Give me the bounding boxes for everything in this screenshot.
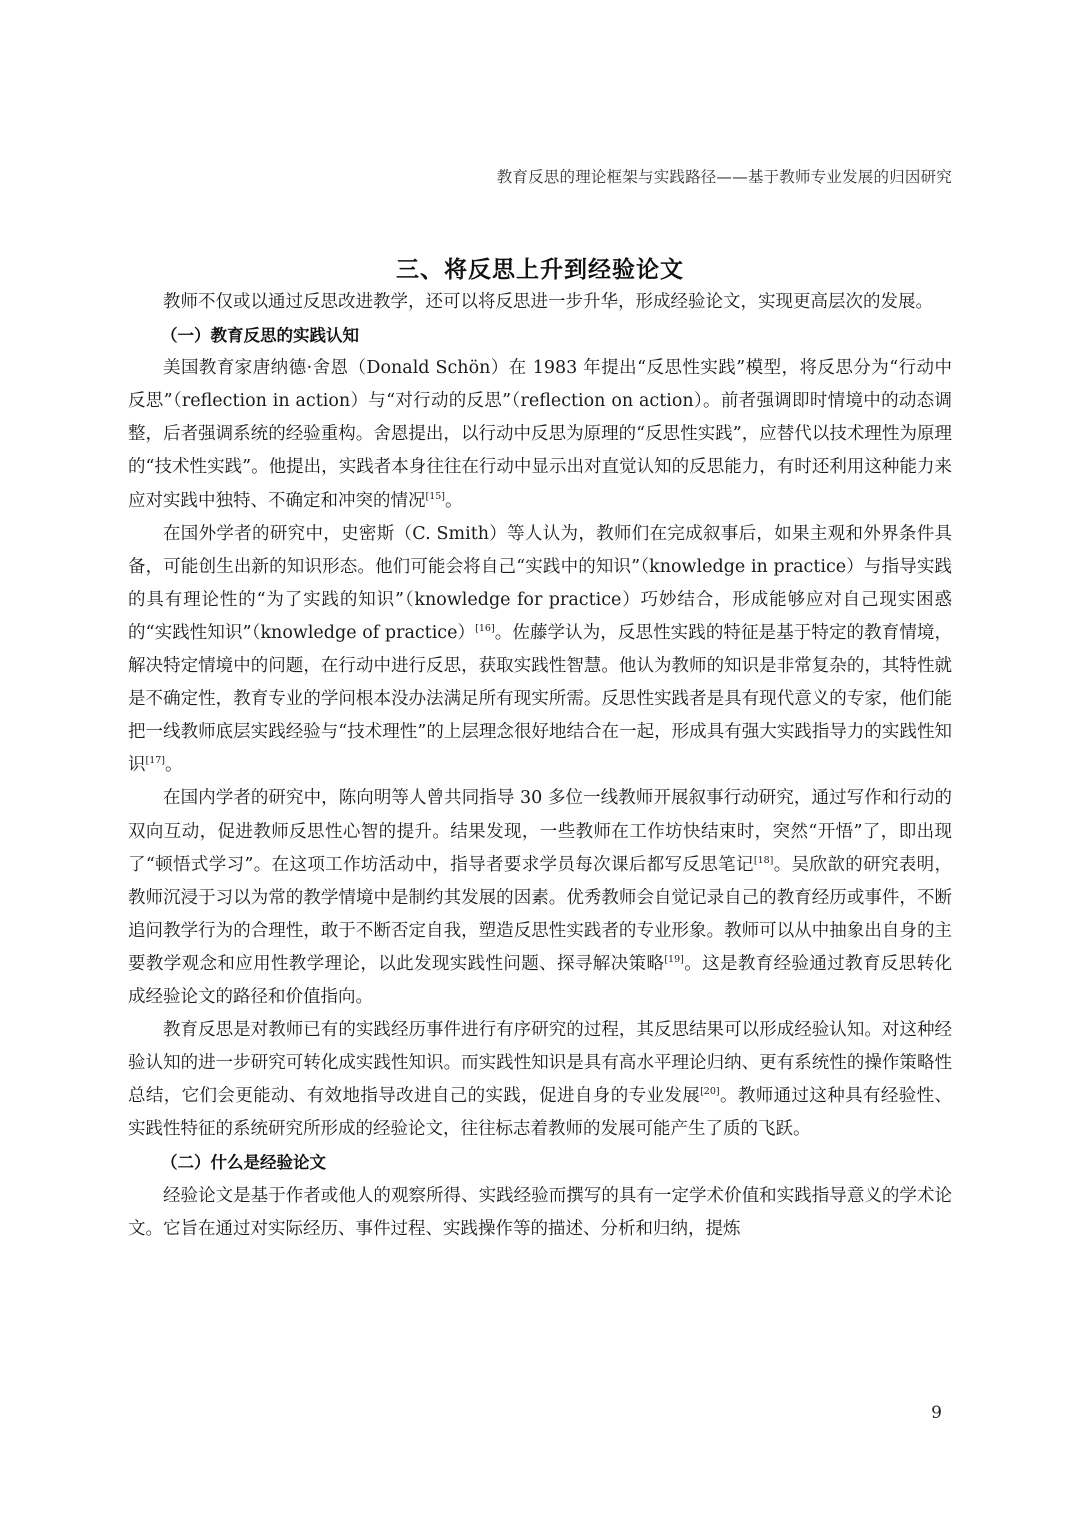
citation-15: [15]	[425, 490, 446, 502]
paragraph-text: 教师不仅或以通过反思改进教学，还可以将反思进一步升华，形成经验论文，实现更高层次的发展。	[163, 292, 933, 312]
paragraph-domestic-research	[128, 782, 952, 1014]
paragraph-text: 教育反思是对教师已有的实践经历事件进行有序研究的过程，其反思结果可以形成经验认知。对这种经验认知的进一步研究可转化成实践性知识。而实践性知识是具有高水平理论归纳、更有系统性的操作策略性总结，它们会更能动、有效地指导改进自己的实践，促进自身的专业发展	[128, 1020, 952, 1107]
paragraph-definition	[128, 1180, 952, 1246]
paragraph-reflection-process	[128, 1014, 952, 1146]
paragraph-text: 经验论文是基于作者或他人的观察所得、实践经验而撰写的具有一定学术价值和实践指导意义的学术论文。它旨在通过对实际经历、事件过程、实践操作等的描述、分析和归纳，提炼	[128, 1185, 952, 1239]
paragraph-intro	[128, 286, 952, 319]
body-text	[128, 286, 952, 1246]
paragraph-text: 。这是教育经验通过教育反思转化成经验论文的路径和价值指向。	[128, 953, 953, 1007]
paragraph-text: 美国教育家唐纳德·舍恩（Donald Schön）在 1983 年提出“反思性实践”模型，将反思分为“行动中反思”（reflection in action）与“对行动的反思”（reflection on action）。前者强调即时情境中的动态调整，后者强调系统的经验重构。舍恩提出，以行动中反思为原理的“反思性实践”，应替代以技术理性为原理的“技术性实践”。他提出，实践者本身往往在行动中显示出对直觉认知的反思能力，有时还利用这种能力来应对实践中独特、不确定和冲突的情况	[128, 358, 952, 511]
paragraph-text: 。教师通过这种具有经验性、实践性特征的系统研究所形成的经验论文，往往标志着教师的发展可能产生了质的飞跃。	[128, 1086, 952, 1140]
paragraph-schon	[128, 352, 952, 517]
citation-16: [16]	[475, 623, 495, 635]
paragraph-text: 。	[165, 755, 183, 776]
citation-19: [19]	[664, 954, 684, 966]
paragraph-text: 。吴欣歆的研究表明，教师沉浸于习以为常的教学情境中是制约其发展的因素。优秀教师会自觉记录自己的教育经历或事件，不断追问教学行为的合理性，敢于不断否定自我，塑造反思性实践者的专业形象。教师可以从中抽象出自身的主要教学观念和应用性教学理论，以此发现实践性问题、探寻解决策略	[128, 854, 953, 974]
section-heading-1: （一）教育反思的实践认知	[161, 326, 359, 346]
citation-18: [18]	[753, 854, 774, 866]
paragraph-text: 。	[445, 490, 463, 511]
chapter-title: 三、将反思上升到经验论文	[396, 257, 684, 284]
header-rule	[128, 195, 952, 196]
citation-20: [20]	[700, 1086, 720, 1098]
citation-17: [17]	[145, 755, 166, 767]
paragraph-text: 在国外学者的研究中，史密斯（C. Smith）等人认为，教师们在完成叙事后，如果主观和外界条件具备，可能创生出新的知识形态。他们可能会将自己“实践中的知识”（knowledge in practice）与指导实践的具有理论性的“为了实践的知识”（knowledge for practice）巧妙结合，形成能够应对自己现实困惑的“实践性知识”（knowledge of practice）	[128, 523, 952, 643]
paragraph-text: 在国内学者的研究中，陈向明等人曾共同指导 30 多位一线教师开展叙事行动研究，通过写作和行动的双向互动，促进教师反思性心智的提升。结果发现，一些教师在工作坊快结束时，突然“开悟”了，即出现了“顿悟式学习”。在这项工作坊活动中，指导者要求学员每次课后都写反思笔记	[128, 788, 952, 875]
section-heading-2: （二）什么是经验论文	[161, 1153, 326, 1173]
paragraph-text: 。佐藤学认为，反思性实践的特征是基于特定的教育情境，解决特定情境中的问题，在行动中进行反思，获取实践性智慧。他认为教师的知识是非常复杂的，其特性就是不确定性，教育专业的学问根本没办法满足所有现实所需。反思性实践者是具有现代意义的专家，他们能把一线教师底层实践经验与“技术理性”的上层理念很好地结合在一起，形成具有强大实践指导力的实践性知识	[128, 622, 953, 776]
page-number: 9	[931, 1403, 942, 1423]
paragraph-foreign-research	[128, 518, 952, 783]
running-header: 教育反思的理论框架与实践路径——基于教师专业发展的归因研究	[496, 168, 952, 186]
